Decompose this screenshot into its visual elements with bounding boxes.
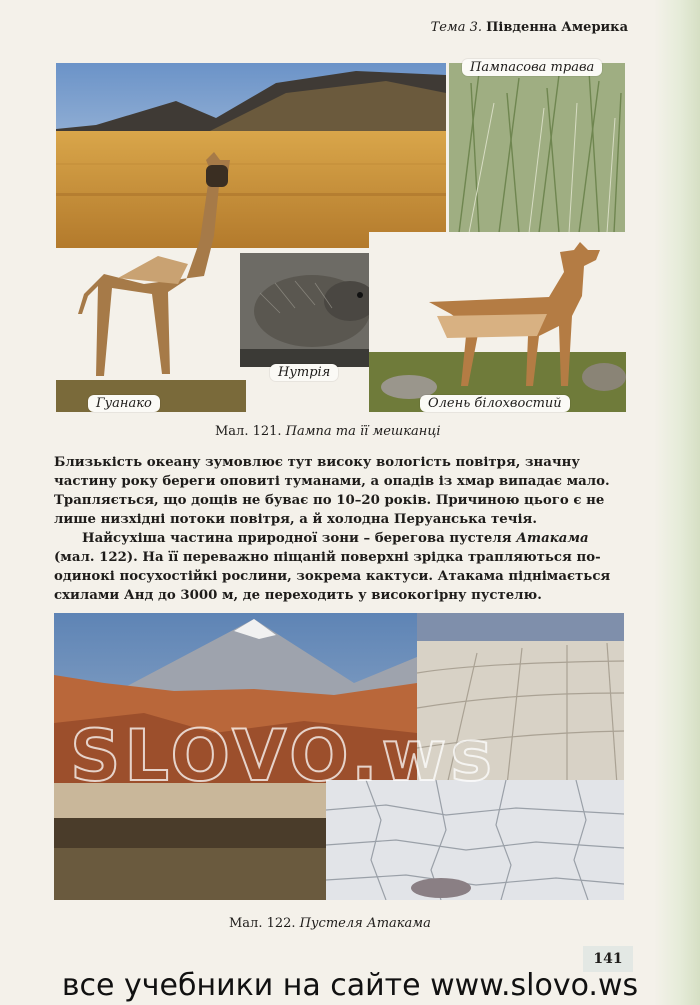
white-tailed-deer-photo (369, 232, 626, 412)
deer-label: Олень білохвостий (420, 395, 570, 412)
figure-122-title: Пустеля Атакама (299, 916, 431, 931)
paragraph-2-line: одинокі посухостійкі рослини, зокрема кактуси. Атакама піднімається (54, 569, 611, 584)
paragraph-1-line: лише низхідні потоки повітря, а й холодна Перуанська течія. (54, 512, 537, 527)
paragraph-2-line: (мал. 122). На її переважно піщаній поверхні зрідка трапляються по- (54, 550, 601, 565)
figure-122-caption (229, 916, 431, 931)
paragraph-1-line: Трапляється, що дощів не буває по 10–20 років. Причиною цього є не (54, 493, 605, 508)
paragraph-1-line: частину року береги оповиті туманами, а опадів із хмар випадає мало. (54, 474, 610, 489)
theme-title: Південна Америка (486, 20, 628, 35)
page-edge-shade (654, 0, 700, 1005)
guanaco-photo (56, 150, 246, 412)
guanaco-label: Гуанако (88, 395, 160, 412)
figure-121-title: Пампа та її мешканці (285, 424, 441, 439)
running-head (418, 20, 628, 35)
atacama-term: Атакама (516, 531, 589, 546)
nutria-photo (240, 253, 380, 367)
figure-122-number: Мал. 122. (229, 916, 296, 931)
paragraph-1 (54, 453, 626, 529)
paragraph-2 (54, 529, 626, 605)
paragraph-2-line: схилами Анд до 3000 м, де переходить у високогірну пустелю. (54, 588, 542, 603)
paragraph-2-first-line (54, 529, 626, 548)
cracked-earth-photo (326, 780, 624, 900)
paragraph-2-lead: Найсухіша частина природної зони – берегова пустеля (82, 531, 512, 546)
theme-label: Тема 3. (430, 20, 482, 35)
pampas-grass-photo (449, 63, 625, 233)
figure-121-number: Мал. 121. (215, 424, 282, 439)
watermark: SLOVO.ws (70, 715, 496, 797)
footer-banner: все учебники на сайте www.slovo.ws (61, 968, 639, 1003)
nutria-label: Нутрія (270, 364, 338, 381)
pampas-grass-label: Пампасова трава (462, 59, 602, 76)
page-number: 141 (583, 946, 633, 972)
paragraph-1-line: Близькість океану зумовлює тут високу вологість повітря, значну (54, 455, 580, 470)
figure-121-caption (215, 424, 441, 439)
